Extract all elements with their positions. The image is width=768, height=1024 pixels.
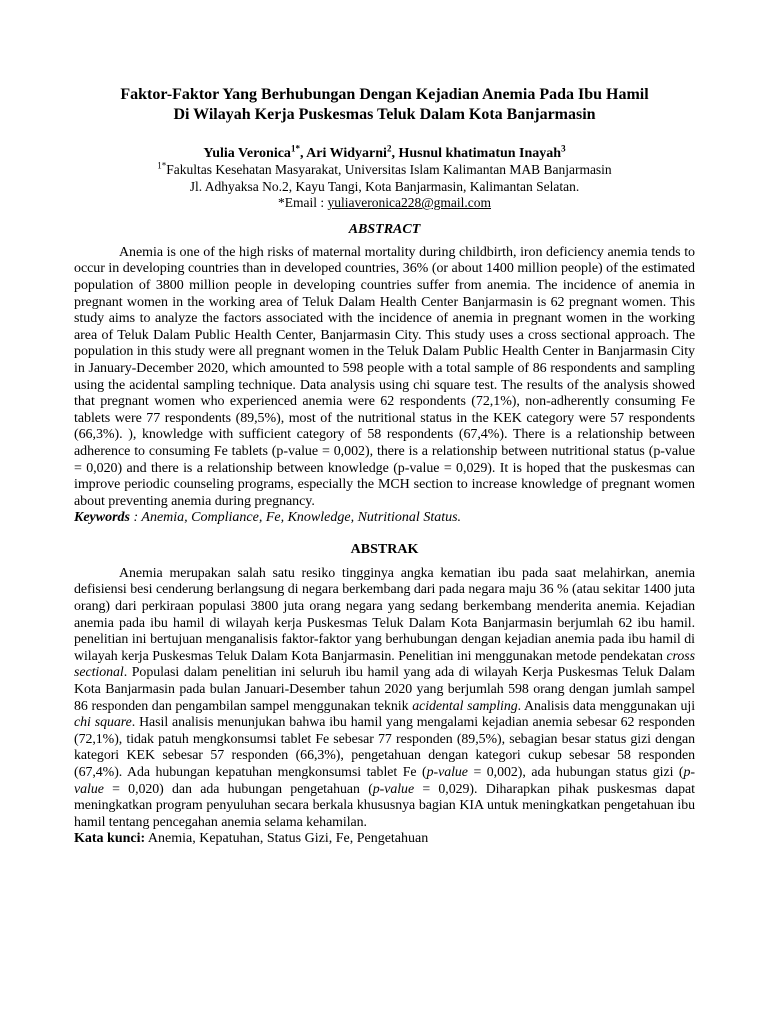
title-line-2: Di Wilayah Kerja Puskesmas Teluk Dalam Kota Banjarmasin [173,106,596,123]
keywords-value: : Anemia, Compliance, Fe, Knowledge, Nutritional Status. [130,510,462,526]
author-affiliation-mark: 3 [561,143,566,154]
abstract-heading: ABSTRACT [348,221,421,237]
author-name: Yulia Veronica [203,146,291,161]
abstrak-text: . Hasil analisis menunjukan bahwa ibu hamil yang mengalami kejadian anemia sebesar 62 responden (72,1%), tidak patuh mengkonsumsi tablet Fe sebesar 77 responden (89,5%), sebagian besar status gizi dengan kategori KEK sebesar 57 responden (66,3%), pengetahuan dengan kategori cukup sebesar 58 responden (67,4%). Ada hubungan kepatuhan mengkonsumsi tablet Fe ( [74,715,695,780]
abstrak-text: Anemia merupakan salah satu resiko tingginya angka kematian ibu pada saat melahirkan, anemia defisiensi besi cenderung berlangsung di negara berkembang dari pada negara maju 36 % (atau sekitar 1400 juta orang) dari perkiraan populasi 3800 juta orang negara yang sedang berkembang menderita anemia. Kejadian anemia pada ibu hamil di wilayah kerja Puskesmas Teluk Dalam Kota Banjarmasin berjumlah 62 ibu hamil. penelitian ini bertujuan menganalisis faktor-faktor yang berhubungan dengan kejadian anemia pada ibu hamil di wilayah kerja Puskesmas Teluk Dalam Kota Banjarmasin. Penelitian ini menggunakan metode pendekatan [74,565,695,664]
kata-kunci-label: Kata kunci: [74,831,146,847]
abstrak-text: = 0,002), ada hubungan status gizi ( [467,765,684,780]
email-label: *Email : [277,195,328,211]
abstrak-italic-term: cross sectional [74,648,695,681]
author-separator: , [391,146,399,161]
author-list [74,145,695,162]
keywords-label: Keywords [74,510,130,526]
abstrak-heading: ABSTRAK [350,541,419,557]
abstrak-italic-term: acidental sampling [412,698,518,714]
kata-kunci-value: Anemia, Kepatuhan, Status Gizi, Fe, Pengetahuan [145,831,429,847]
affiliation-address: Jl. Adhyaksa No.2, Kayu Tangi, Kota Banjarmasin, Kalimantan Selatan. [189,178,580,194]
affiliation-line-1 [74,162,695,179]
affiliation-block [74,162,695,212]
abstract-body: Anemia is one of the high risks of maternal mortality during childbirth, iron deficiency anemia tends to occur in developing countries than in developed countries, 36% (or about 1400 million people) of the estimated population of 3800 million people in developing countries suffer from anemia. The incidence of anemia in pregnant women in the working area of Teluk Dalam Health Center Banjarmasin is 62 pregnant women. This study aims to analyze the factors associated with the incidence of anemia in pregnant women in the working area of Teluk Dalam Public Health Center, Banjarmasin City. This study uses a cross sectional approach. The population in this study were all pregnant women in the Teluk Dalam Public Health Center in Banjarmasin City in January-December 2020, which amounted to 598 people with a total sample of 86 respondents and sampling using the acidental sampling technique. Data analysis using chi square test. The results of the analysis showed that pregnant women who experienced anemia were 62 respondents (72,1%), non-adherently consuming Fe tablets were 77 respondents (89,5%), most of the nutritional status in the KEK category were 57 respondents (66,3%). ), knowledge with sufficient category of 58 respondents (67,4%). There is a relationship between adherence to consuming Fe tablets (p-value = 0,002), there is a relationship between nutritional status (p-value = 0,020) and there is a relationship between knowledge (p-value = 0,029). It is hoped that the puskesmas can improve periodic counseling programs, especially the MCH section to increase knowledge of pregnant women about preventing anemia during pregnancy. [74,244,695,509]
abstrak-body [74,566,695,832]
paper-title [74,85,695,125]
abstrak-text: = 0,029). Diharapkan pihak puskesmas dapat meningkatkan program penyuluhan secara berkala khususnya bagian KIA untuk meningkatkan pengetahuan ibu hamil tentang pencegahan anemia selama kehamilan. [74,781,695,830]
abstract-keywords [74,510,695,527]
author-affiliation-mark: 2 [386,143,392,154]
abstrak-text: . Populasi dalam penelitian ini seluruh ibu hamil yang ada di wilayah Kerja Puskesmas Teluk Dalam Kota Banjarmasin pada bulan Januari-Desember tahun 2020 yang berjumlah 598 orang dengan jumlah sampel 86 responden dan pengambilan sampel menggunakan teknik [74,665,695,714]
abstrak-text: . Analisis data menggunakan uji [517,698,696,714]
abstrak-italic-term: p-value [372,781,415,797]
abstrak-text: = 0,020) dan ada hubungan pengetahuan ( [103,781,373,797]
author-name: Ari Widyarni [306,146,387,161]
abstrak-italic-term: chi square [74,715,132,731]
author-separator: , [299,146,307,161]
affiliation-email-line [74,195,695,212]
affiliation-mark: 1* [157,160,167,171]
abstrak-italic-term: p-value [426,765,468,780]
author-name: Husnul khatimatun Inayah [398,146,562,161]
author-affiliation-mark: 1* [290,143,300,154]
email-link[interactable]: yuliaveronica228@gmail.com [327,195,491,211]
title-line-1: Faktor-Faktor Yang Berhubungan Dengan Kejadian Anemia Pada Ibu Hamil [120,86,649,103]
abstrak-italic-term: p-value [74,765,695,797]
affiliation-institution: Fakultas Kesehatan Masyarakat, Universitas Islam Kalimantan MAB Banjarmasin [166,162,612,177]
abstrak-keywords [74,831,695,848]
